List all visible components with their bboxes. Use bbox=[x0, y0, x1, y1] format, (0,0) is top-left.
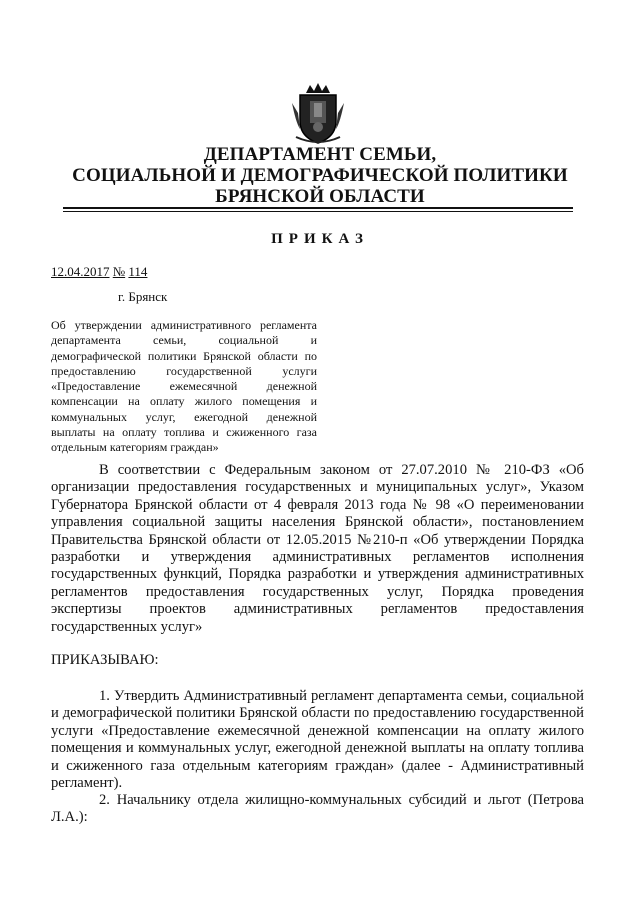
department-name-line-3: БРЯНСКОЙ ОБЛАСТИ bbox=[215, 186, 425, 207]
number-sign: № bbox=[112, 264, 126, 279]
order-number: 114 bbox=[128, 264, 148, 279]
order-item-1: 1. Утвердить Административный регламент департамента семьи, социальной и демографической политики Брянской области по предоставлению государственной услуги «Предоставление ежемесячной денежной компенсации на оплату жилого помещения и коммунальных услуг, ежегодной денежной выплаты на оплату топлива и сжиженного газа отдельным категориям граждан» (далее - Административный регламент). bbox=[51, 688, 584, 792]
document-title: ПРИКАЗ bbox=[271, 231, 369, 247]
bryansk-coat-of-arms-icon bbox=[286, 83, 350, 145]
order-item-2: 2. Начальнику отдела жилищно-коммунальных субсидий и льгот (Петрова Л.А.): bbox=[51, 792, 584, 826]
order-date: 12.04.2017 bbox=[51, 264, 110, 279]
city: г. Брянск bbox=[118, 289, 168, 304]
preamble-paragraph: В соответствии с Федеральным законом от 27.07.2010 № 210-ФЗ «Об организации предоставления государственных и муниципальных услуг», Указом Губернатора Брянской области от 4 февраля 2013 года № 98 «О переименовании управления социальной защиты населения Брянской области», постановлением Правительства Брянской области от 12.05.2015 №210-п «Об утверждении Порядка разработки и утверждения административных регламентов исполнения государственных функций, Порядка разработки и утверждения административных регламентов предоставления государственных услуг, Порядка проведения экспертизы проектов административных регламентов предоставления государственных услуг» bbox=[51, 462, 584, 635]
date-number-line bbox=[51, 264, 147, 280]
department-name-line-1: ДЕПАРТАМЕНТ СЕМЬИ, bbox=[203, 144, 437, 165]
department-name-line-2: СОЦИАЛЬНОЙ И ДЕМОГРАФИЧЕСКОЙ ПОЛИТИКИ bbox=[72, 165, 568, 186]
header-divider-thin bbox=[63, 211, 573, 212]
order-subject: Об утверждении административного регламента департамента семьи, социальной и демографической политики Брянской области по предоставлению государственной услуги «Предоставление ежемесячной денежной компенсации на оплату жилого помещения и коммунальных услуг, ежегодной денежной выплаты на оплату топлива и сжиженного газа отдельным категориям граждан» bbox=[51, 318, 317, 455]
header-divider-thick bbox=[63, 207, 573, 209]
decree-heading: ПРИКАЗЫВАЮ: bbox=[51, 652, 159, 668]
